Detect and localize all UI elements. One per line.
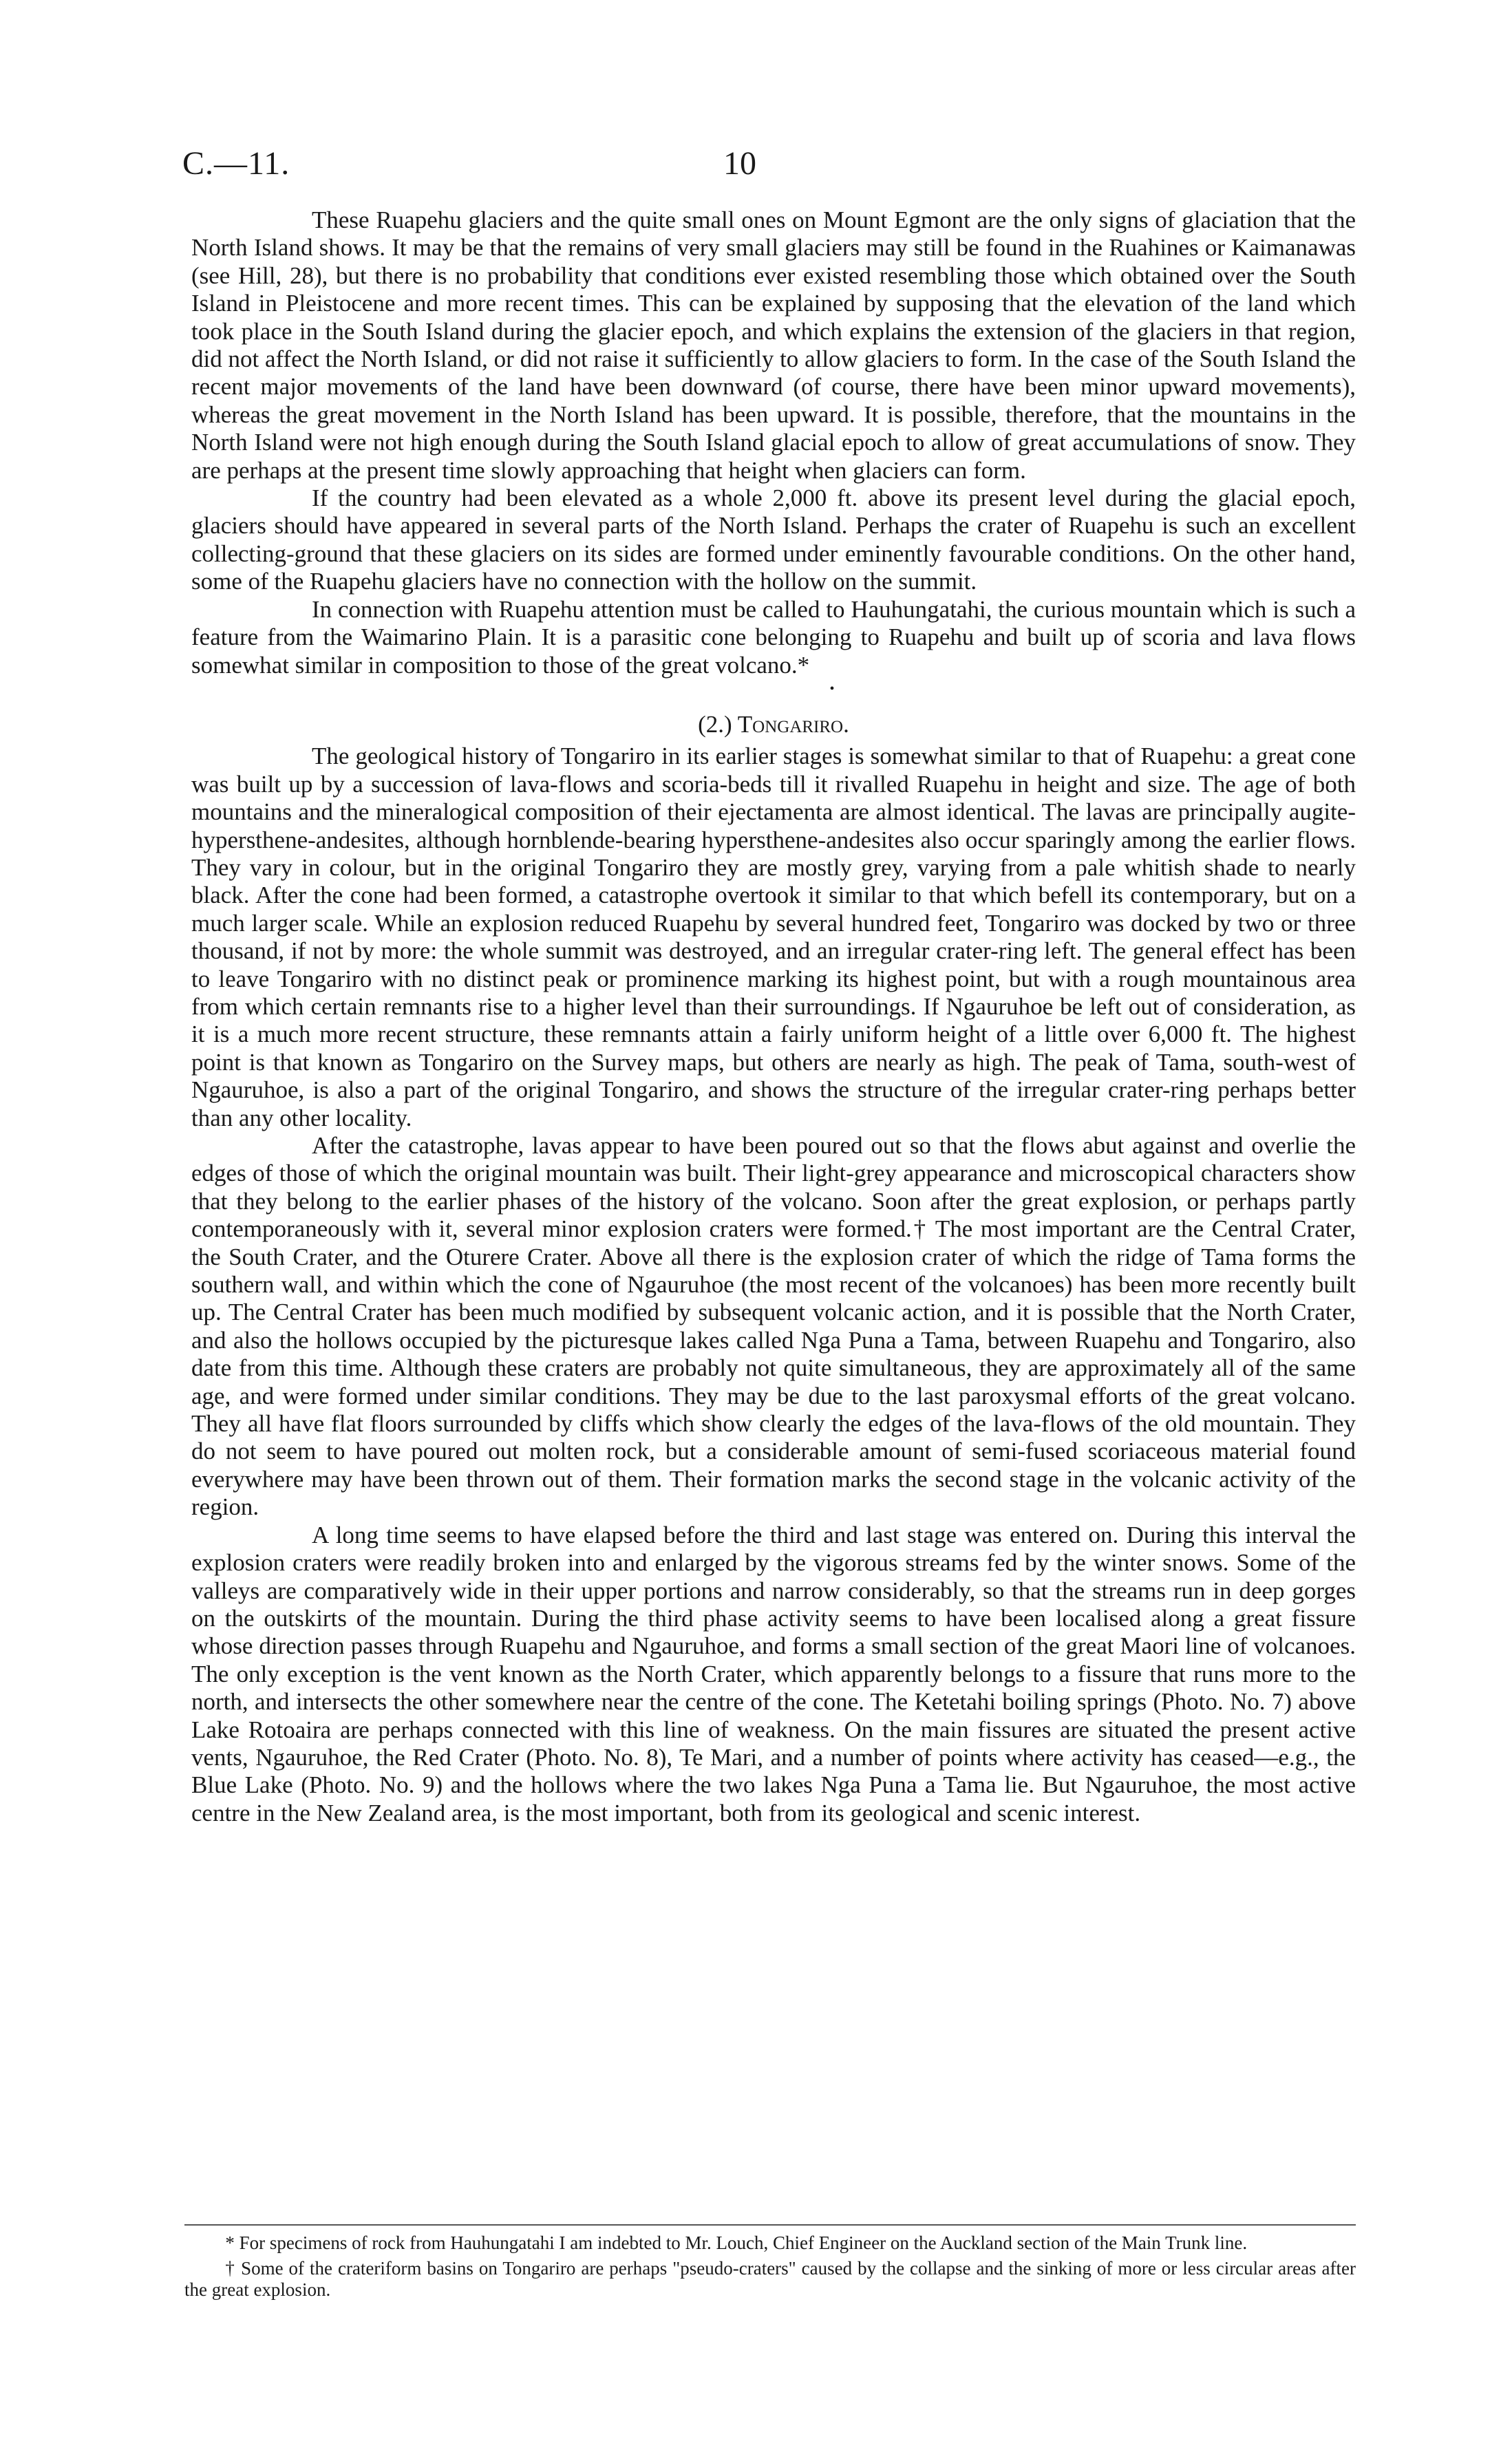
footnotes	[184, 2224, 1356, 2305]
page-header	[182, 145, 1352, 186]
paragraph: The geological history of Tongariro in its earlier stages is somewhat similar to that of Ruapehu: a great cone was built up by a succession of lava-flows and scoria-beds till it rivalled Ruapehu in height and size. The age of both mountains and the mineralogical composition of their ejectamenta are almost identical. The lavas are principally augite-hypersthene-andesites, although hornblende-bearing hypersthene-andesites also occur sparingly among the earlier flows. They vary in colour, but in the original Tongariro they are mostly grey, varying from a pale whitish shade to nearly black. After the cone had been formed, a catastrophe overtook it similar to that which befell its contemporary, but on a much larger scale. While an explosion reduced Ruapehu by several hundred feet, Tongariro was docked by two or three thousand, if not by more: the whole summit was destroyed, and an irregular crater-ring left. The general effect has been to leave Tongariro with no distinct peak or prominence marking its highest point, but with a rough mountainous area from which certain remnants rise to a higher level than their surroundings. If Ngauruhoe be left out of consideration, as it is a much more recent structure, these remnants attain a fairly uniform height of a little over 6,000 ft. The highest point is that known as Tongariro on the Survey maps, but others are nearly as high. The peak of Tama, south-west of Ngauruhoe, is also a part of the original Tongariro, and shows the structure of the irregular crater-ring perhaps better than any other locality.	[191, 743, 1356, 1131]
page-number: 10	[723, 145, 756, 182]
document-reference: C.—11.	[182, 145, 290, 182]
paragraph: After the catastrophe, lavas appear to have been poured out so that the flows abut against and overlie the edges of those of which the original mountain was built. Their light-grey appearance and microscopical characters show that they belong to the earlier phases of the history of the volcano. Soon after the great explosion, or perhaps partly contemporaneously with it, several minor explosion craters were formed.† The most important are the Central Crater, the South Crater, and the Oturere Crater. Above all there is the explosion crater of which the ridge of Tama forms the southern wall, and within which the cone of Ngauruhoe (the most recent of the volcanoes) has been more recently built up. The Central Crater has been much modified by subsequent volcanic action, and it is possible that the North Crater, and also the hollows occupied by the picturesque lakes called Nga Puna a Tama, between Ruapehu and Tongariro, also date from this time. Although these craters are probably not quite simultaneous, they are approximately all of the same age, and were formed under similar conditions. They may be due to the last paroxysmal efforts of the great volcano. They all have flat floors surrounded by cliffs which show clearly the edges of the lava-flows of the old mountain. They do not seem to have poured out molten rock, but a considerable amount of semi-fused scoriaceous material found everywhere may have been thrown out of them. Their formation marks the second stage in the volcanic activity of the region.	[191, 1132, 1356, 1521]
paragraph: A long time seems to have elapsed before the third and last stage was entered on. During this interval the explosion craters were readily broken into and enlarged by the vigorous streams fed by the winter snows. Some of the valleys are comparatively wide in their upper portions and narrow considerably, so that the streams run in deep gorges on the outskirts of the mountain. During the third phase activity seems to have been localised along a great fissure whose direction passes through Ruapehu and Ngauruhoe, and forms a small section of the great Maori line of volcanoes. The only exception is the vent known as the North Crater, which apparently belongs to a fissure that runs more to the north, and intersects the other somewhere near the centre of the cone. The Ketetahi boiling springs (Photo. No. 7) above Lake Rotoaira are perhaps connected with this line of weakness. On the main fissures are situated the present active vents, Ngauruhoe, the Red Crater (Photo. No. 8), Te Mari, and a number of points where activity has ceased—e.g., the Blue Lake (Photo. No. 9) and the hollows where the two lakes Nga Puna a Tama lie. But Ngauruhoe, the most active centre in the New Zealand area, is the most important, both from its geological and scenic interest.	[191, 1521, 1356, 1826]
paragraph: If the country had been elevated as a whole 2,000 ft. above its present level during the glacial epoch, glaciers should have appeared in several parts of the North Island. Perhaps the crater of Ruapehu is such an excellent collecting-ground that these glaciers on its sides are formed under eminently favourable conditions. On the other hand, some of the Ruapehu glaciers have no connection with the hollow on the summit.	[191, 484, 1356, 595]
paragraph: These Ruapehu glaciers and the quite small ones on Mount Egmont are the only signs of glaciation that the North Island shows. It may be that the remains of very small glaciers may still be found in the Ruahines or Kaimanawas (see Hill, 28), but there is no probability that conditions ever existed resembling those which obtained over the South Island in Pleistocene and more recent times. This can be explained by supposing that the elevation of the land which took place in the South Island during the glacier epoch, and which explains the extension of the glaciers in that region, did not affect the North Island, or did not raise it sufficiently to allow glaciers to form. In the case of the South Island the recent major movements of the land have been downward (of course, there have been minor upward movements), whereas the great movement in the North Island has been upward. It is possible, therefore, that the mountains in the North Island were not high enough during the South Island glacial epoch to allow of great accumulations of snow. They are perhaps at the present time slowly approaching that height when glaciers can form.	[191, 206, 1356, 484]
footnote: * For specimens of rock from Hauhungatahi I am indebted to Mr. Louch, Chief Engineer on the Auckland section of the Main Trunk line.	[225, 2232, 1248, 2253]
body-text	[191, 206, 1356, 1827]
footnote: † Some of the crateriform basins on Tongariro are perhaps "pseudo-craters" caused by the collapse and the sinking of more or less circular areas after the great explosion.	[184, 2258, 1356, 2300]
section-heading: (2.) Tongariro.	[698, 710, 849, 738]
separator-mark: •	[829, 681, 835, 696]
paragraph: In connection with Ruapehu attention must be called to Hauhungatahi, the curious mountain which is such a feature from the Waimarino Plain. It is a parasitic cone belonging to Ruapehu and built up of scoria and lava flows somewhat similar in composition to those of the great volcano.*	[191, 595, 1356, 679]
